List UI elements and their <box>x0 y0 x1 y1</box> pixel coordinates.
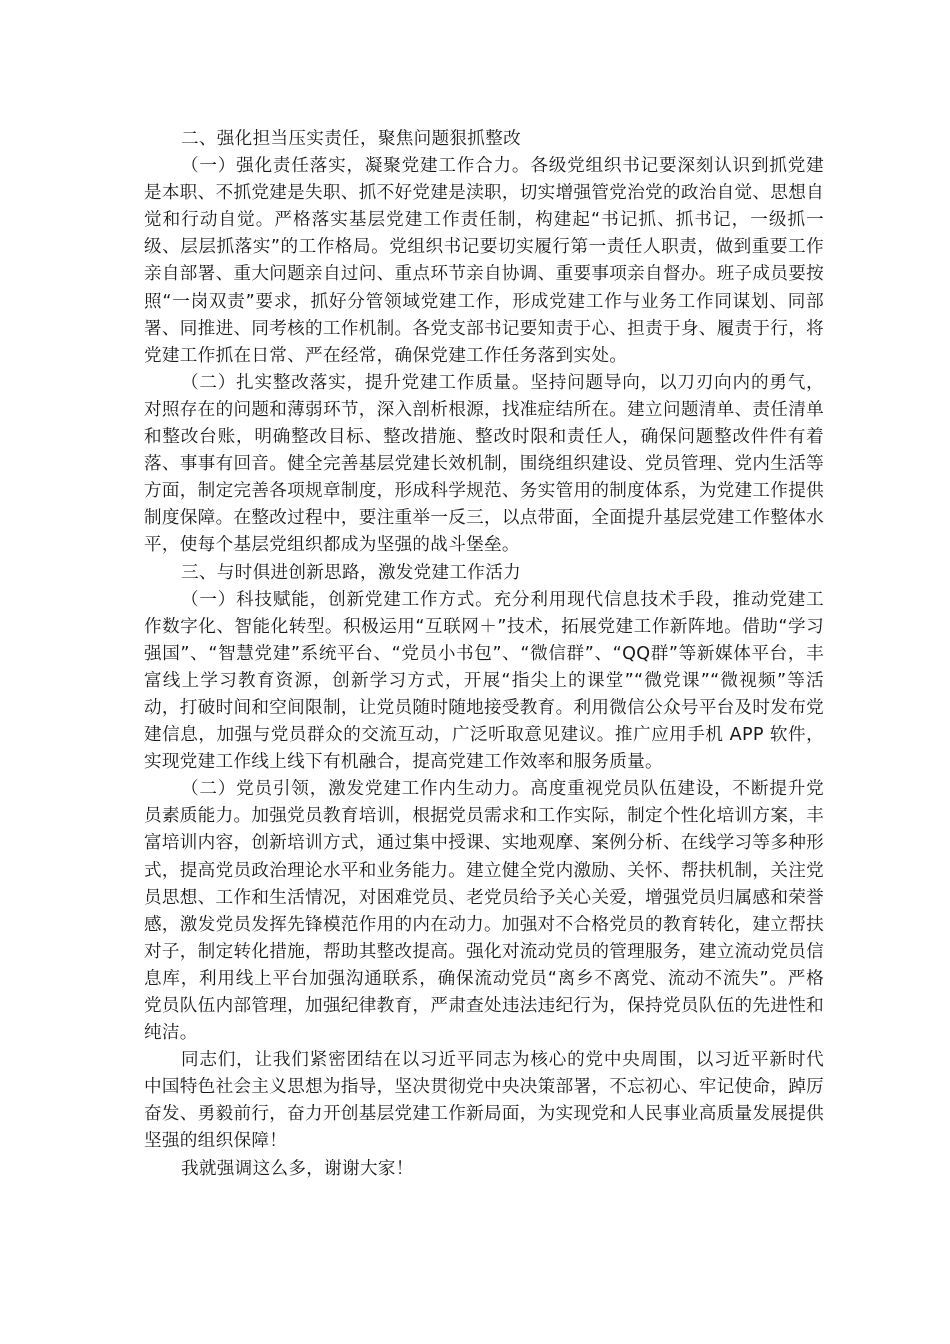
document-body <box>144 126 824 1183</box>
paragraph-3-1: （一）科技赋能，创新党建工作方式。充分利用现代信息技术手段，推动党建工作数字化、智能化转型。积极运用“互联网＋”技术，拓展党建工作新阵地。借助“学习强国”、“智慧党建”系统平台、“党员小书包”、“微信群”、“QQ群”等新媒体平台，丰富线上学习教育资源，创新学习方式，开展“指尖上的课堂”“微党课”“微视频”等活动，打破时间和空间限制，让党员随时随地接受教育。利用微信公众号平台及时发布党建信息，加强与党员群众的交流互动，广泛听取意见建议。推广应用手机 APP 软件，实现党建工作线上线下有机融合，提高党建工作效率和服务质量。 <box>144 589 824 773</box>
section-heading-3: 三、与时俱进创新思路，激发党建工作活力 <box>181 562 521 583</box>
closing-paragraph: 同志们，让我们紧密团结在以习近平同志为核心的党中央周围，以习近平新时代中国特色社会主义思想为指导，坚决贯彻党中央决策部署，不忘初心、牢记使命，踔厉奋发、勇毅前行，奋力开创基层党建工作新局面，为实现党和人民事业高质量发展提供坚强的组织保障！ <box>144 1050 824 1152</box>
closing-remark: 我就强调这么多，谢谢大家！ <box>181 1158 414 1179</box>
paragraph-2-2: （二）扎实整改落实，提升党建工作质量。坚持问题导向，以刀刃向内的勇气，对照存在的问题和薄弱环节，深入剖析根源，找准症结所在。建立问题清单、责任清单和整改台账，明确整改目标、整改措施、整改时限和责任人，确保问题整改件件有着落、事事有回音。健全完善基层党建长效机制，围绕组织建设、党员管理、党内生活等方面，制定完善各项规章制度，形成科学规范、务实管用的制度体系，为党建工作提供制度保障。在整改过程中，要注重举一反三，以点带面，全面提升基层党建工作整体水平，使每个基层党组织都成为坚强的战斗堡垒。 <box>144 372 824 556</box>
paragraph-3-2: （二）党员引领，激发党建工作内生动力。高度重视党员队伍建设，不断提升党员素质能力。加强党员教育培训，根据党员需求和工作实际，制定个性化培训方案，丰富培训内容，创新培训方式，通过集中授课、实地观摩、案例分析、在线学习等多种形式，提高党员政治理论水平和业务能力。建立健全党内激励、关怀、帮扶机制，关注党员思想、工作和生活情况，对困难党员、老党员给予关心关爱，增强党员归属感和荣誉感，激发党员发挥先锋模范作用的内在动力。加强对不合格党员的教育转化，建立帮扶对子，制定转化措施，帮助其整改提高。强化对流动党员的管理服务，建立流动党员信息库，利用线上平台加强沟通联系，确保流动党员“离乡不离党、流动不流失”。严格党员队伍内部管理，加强纪律教育，严肃查处违法违纪行为，保持党员队伍的先进性和纯洁。 <box>144 779 824 1044</box>
section-heading-2: 二、强化担当压实责任，聚焦问题狠抓整改 <box>181 129 521 149</box>
paragraph-2-1: （一）强化责任落实，凝聚党建工作合力。各级党组织书记要深刻认识到抓党建是本职、不抓党建是失职、抓不好党建是渎职，切实增强管党治党的政治自觉、思想自觉和行动自觉。严格落实基层党建工作责任制，构建起“书记抓、抓书记，一级抓一级、层层抓落实”的工作格局。党组织书记要切实履行第一责任人职责，做到重要工作亲自部署、重大问题亲自过问、重点环节亲自协调、重要事项亲自督办。班子成员要按照“一岗双责”要求，抓好分管领域党建工作，形成党建工作与业务工作同谋划、同部署、同推进、同考核的工作机制。各党支部书记要知责于心、担责于身、履责于行，将党建工作抓在日常、严在经常，确保党建工作任务落到实处。 <box>144 156 824 366</box>
